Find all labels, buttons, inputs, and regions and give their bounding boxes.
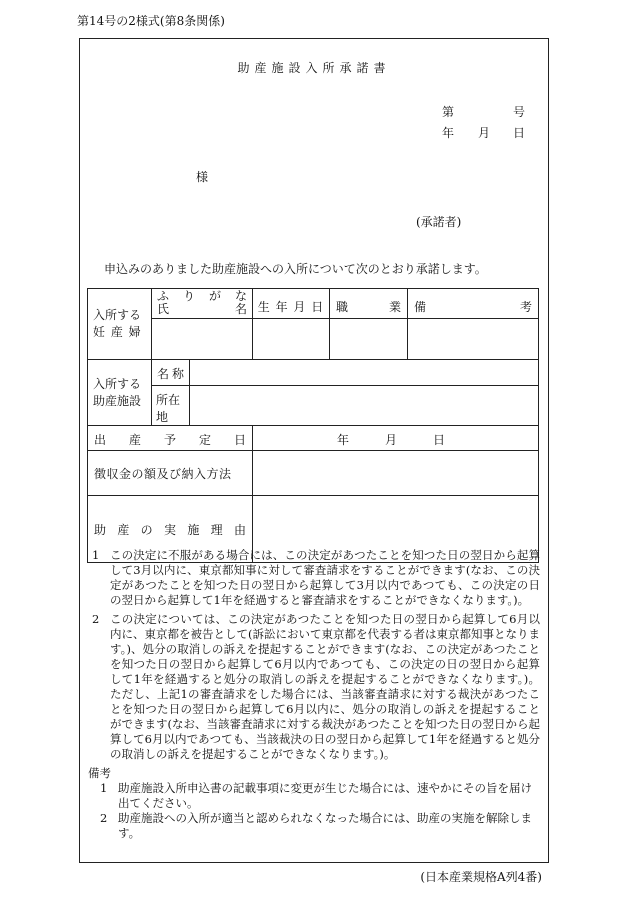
form-frame — [79, 38, 549, 863]
document-title: 助産施設入所承諾書 — [237, 61, 391, 75]
intro-text: 申込みのありました助産施設への入所について次のとおり承諾します。 — [104, 262, 487, 276]
notes-section — [88, 548, 540, 841]
due-date-label: 出 産 予 定 日 — [88, 426, 253, 451]
date-month: 月 — [478, 126, 491, 140]
remark-item: 2 助産施設への入所が適当と認められなくなった場合には、助産の実施を解除します。 — [100, 811, 532, 840]
fee-label: 徴収金の額及び納入方法 — [88, 451, 253, 496]
date-year: 年 — [442, 126, 455, 140]
issuer-label: (承諾者) — [416, 215, 462, 229]
name-label: 氏 名 — [157, 302, 247, 316]
reason-label: 助 産 の 実 施 理 由 — [88, 496, 253, 563]
paper-size-note: (日本産業規格A列4番) — [420, 870, 542, 884]
number-suffix: 号 — [513, 105, 526, 119]
occupation-input-cell[interactable] — [330, 319, 408, 360]
facility-label-cell — [88, 360, 152, 426]
name-header-cell — [152, 289, 253, 319]
note-item: 2 この決定については、この決定があつたことを知つた日の翌日から起算して6月以内に、東京都を被告として(訴訟において東京都を代表する者は東京都知事となります。)、処分の取消しの訴えを提起することができます(なお、この決定があつたことを知つた日の翌日から起算して6月以内であつても、この決定の日の翌日から起算して1年を経過すると処分の取消しの訴えを提起することができなくなります。)。ただし、上記1の審査請求をした場合には、当該審査請求に対する裁決があつたことを知つた日の翌日から起算して6月以内に、処分の取消しの訴えを提起することができます(なお、当該審査請求に対する裁決があつたことを知つた日の翌日から起算して6月以内であつても、当該裁決の日の翌日から起算して1年を経過すると処分の取消しの訴えを提起することができなくなります。)。 — [92, 612, 540, 761]
person-label-line1: 入所する — [93, 308, 142, 322]
number-prefix: 第 — [442, 105, 455, 119]
name-input-cell[interactable] — [152, 319, 253, 360]
remarks-heading: 備考 — [88, 766, 111, 780]
occupation-header: 職 業 — [330, 289, 408, 319]
person-label-line2: 妊 産 婦 — [93, 325, 142, 339]
date-day: 日 — [513, 126, 526, 140]
facility-label-line1: 入所する — [93, 376, 142, 391]
birthdate-header: 生 年 月 日 — [253, 289, 330, 319]
remark-item: 1 助産施設入所申込書の記載事項に変更が生じた場合には、速やかにその旨を届け出てください。 — [100, 781, 532, 810]
facility-name-input[interactable] — [190, 360, 539, 386]
facility-label-line2: 助産施設 — [93, 393, 142, 408]
form-label: 第14号の2様式(第8条関係) — [77, 14, 225, 28]
addressee-suffix: 様 — [196, 170, 209, 184]
remarks-input-cell[interactable] — [408, 319, 539, 360]
fee-input[interactable] — [253, 451, 539, 496]
due-date-value[interactable]: 年 月 日 — [253, 426, 539, 451]
note-item: 1 この決定に不服がある場合には、この決定があつたことを知つた日の翌日から起算して3月以内に、東京都知事に対して審査請求をすることができます(なお、この決定があつたことを知つた日の翌日から起算して3月以内であつても、この決定の日の翌日から起算して1年を経過すると審査請求をすることができなくなります。)。 — [92, 548, 540, 607]
person-label-cell — [88, 289, 152, 360]
application-table — [87, 288, 539, 563]
furigana-label: ふ り が な — [157, 289, 247, 303]
facility-name-label: 名 称 — [152, 360, 190, 386]
remarks-header: 備 考 — [408, 289, 539, 319]
birthdate-input-cell[interactable] — [253, 319, 330, 360]
facility-address-input[interactable] — [190, 386, 539, 426]
facility-address-label: 所在地 — [152, 386, 190, 426]
